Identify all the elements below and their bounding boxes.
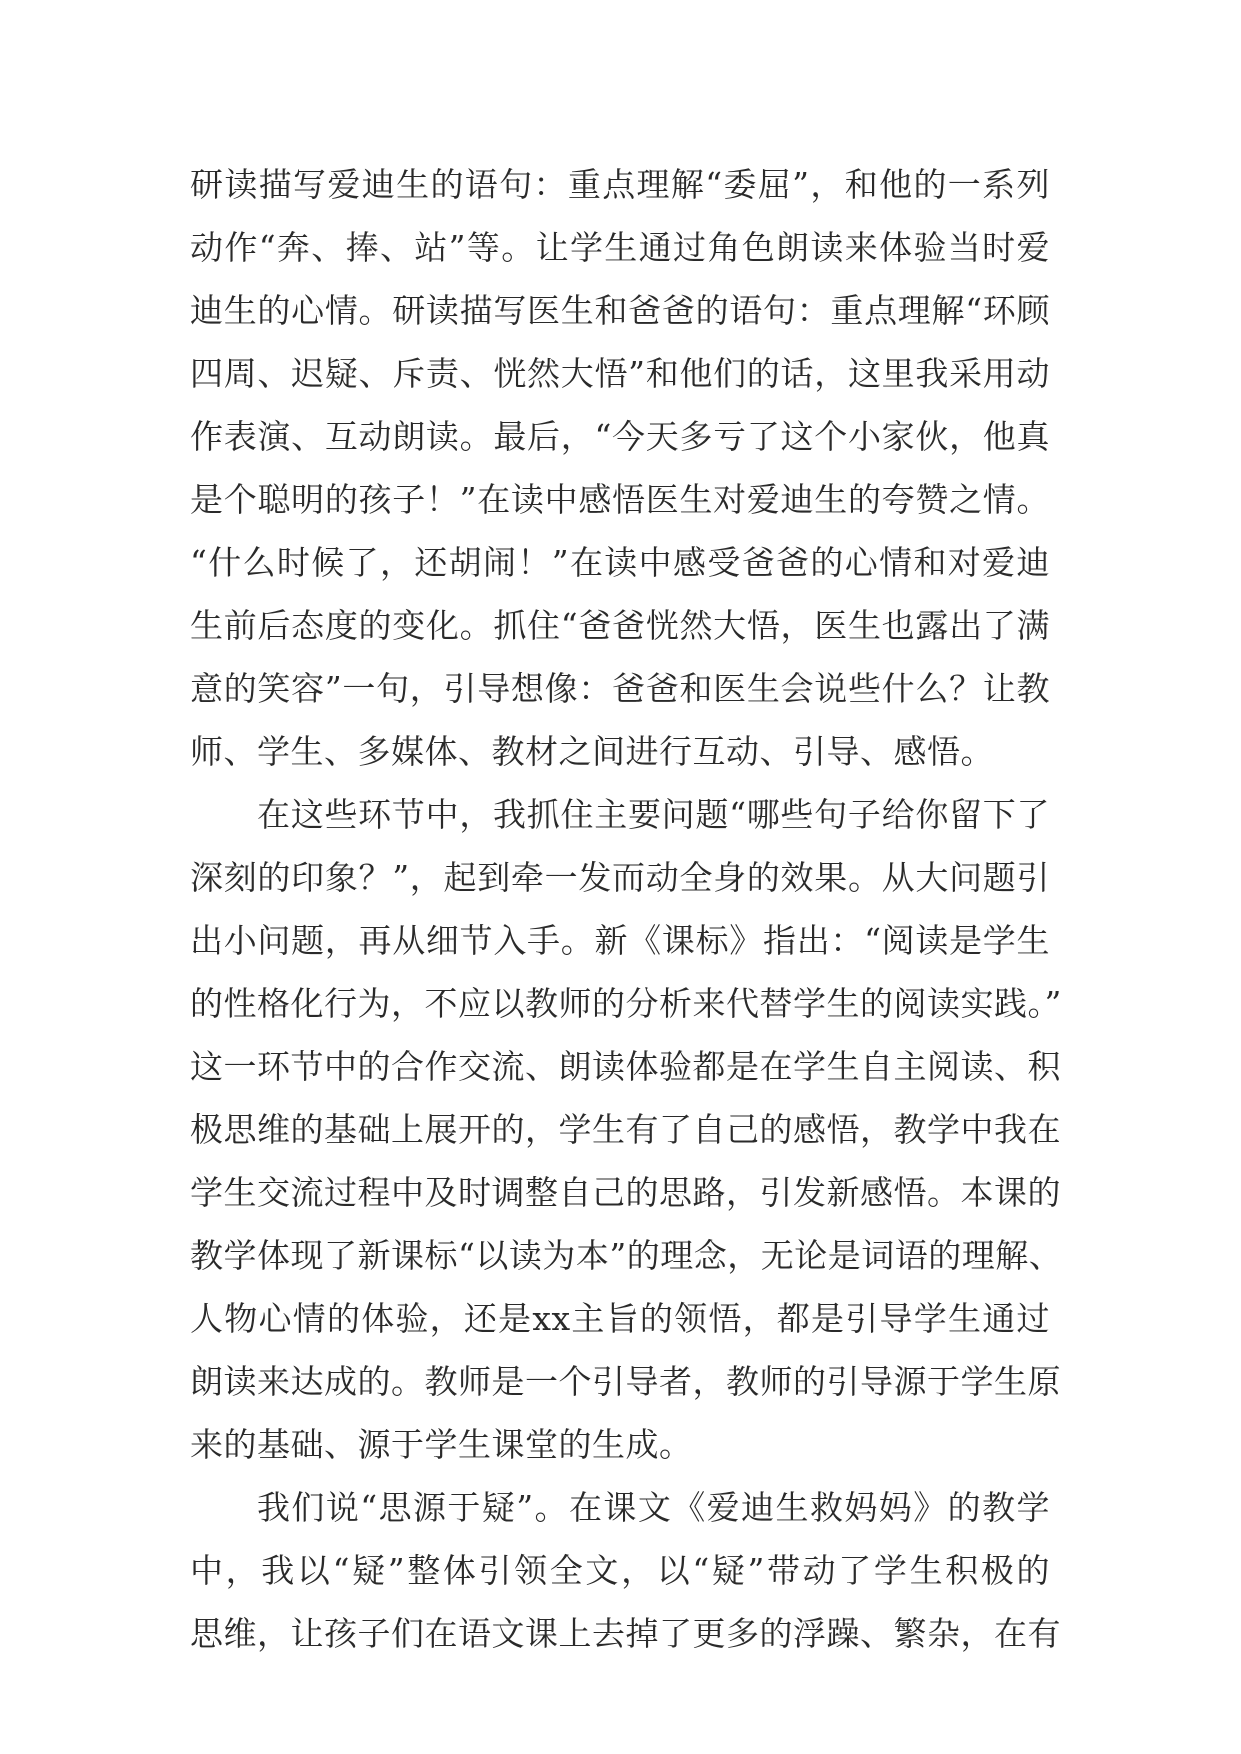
- text-line: 深刻的印象？”，起到牵一发而动全身的效果。从大问题引: [190, 858, 1050, 897]
- text-line: 中，我以“疑”整体引领全文，以“疑”带动了学生积极的: [190, 1551, 1050, 1590]
- text-line: 作表演、互动朗读。最后，“今天多亏了这个小家伙，他真: [190, 417, 1050, 456]
- text-line: 是个聪明的孩子！”在读中感悟医生对爱迪生的夸赞之情。: [190, 480, 1050, 519]
- text-line: 朗读来达成的。教师是一个引导者，教师的引导源于学生原: [190, 1362, 1061, 1401]
- text-line: 意的笑容”一句，引导想像：爸爸和医生会说些什么？让教: [190, 669, 1050, 708]
- text-line: 在这些环节中，我抓住主要问题“哪些句子给你留下了: [257, 795, 1050, 834]
- text-line: 这一环节中的合作交流、朗读体验都是在学生自主阅读、积: [190, 1047, 1061, 1086]
- text-line: 师、学生、多媒体、教材之间进行互动、引导、感悟。: [190, 732, 994, 771]
- text-line: 学生交流过程中及时调整自己的思路，引发新感悟。本课的: [190, 1173, 1061, 1212]
- text-line: 的性格化行为，不应以教师的分析来代替学生的阅读实践。”: [190, 984, 1062, 1023]
- text-line: 研读描写爱迪生的语句：重点理解“委屈”，和他的一系列: [190, 165, 1050, 204]
- text-line: 极思维的基础上展开的，学生有了自己的感悟，教学中我在: [190, 1110, 1061, 1149]
- text-line: 动作“奔、捧、站”等。让学生通过角色朗读来体验当时爱: [190, 228, 1050, 267]
- text-line: 生前后态度的变化。抓住“爸爸恍然大悟，医生也露出了满: [190, 606, 1050, 645]
- text-line: 来的基础、源于学生课堂的生成。: [190, 1425, 693, 1464]
- text-line: 四周、迟疑、斥责、恍然大悟”和他们的话，这里我采用动: [190, 354, 1050, 393]
- text-line: 思维，让孩子们在语文课上去掉了更多的浮躁、繁杂，在有: [190, 1614, 1061, 1653]
- text-line: 出小问题，再从细节入手。新《课标》指出：“阅读是学生: [190, 921, 1050, 960]
- text-line: 人物心情的体验，还是xx主旨的领悟，都是引导学生通过: [190, 1299, 1050, 1338]
- text-line: “什么时候了，还胡闹！”在读中感受爸爸的心情和对爱迪: [190, 543, 1050, 582]
- text-line: 教学体现了新课标“以读为本”的理念，无论是词语的理解、: [190, 1236, 1063, 1275]
- text-line: 我们说“思源于疑”。在课文《爱迪生救妈妈》的教学: [257, 1488, 1050, 1527]
- text-line: 迪生的心情。研读描写医生和爸爸的语句：重点理解“环顾: [190, 291, 1050, 330]
